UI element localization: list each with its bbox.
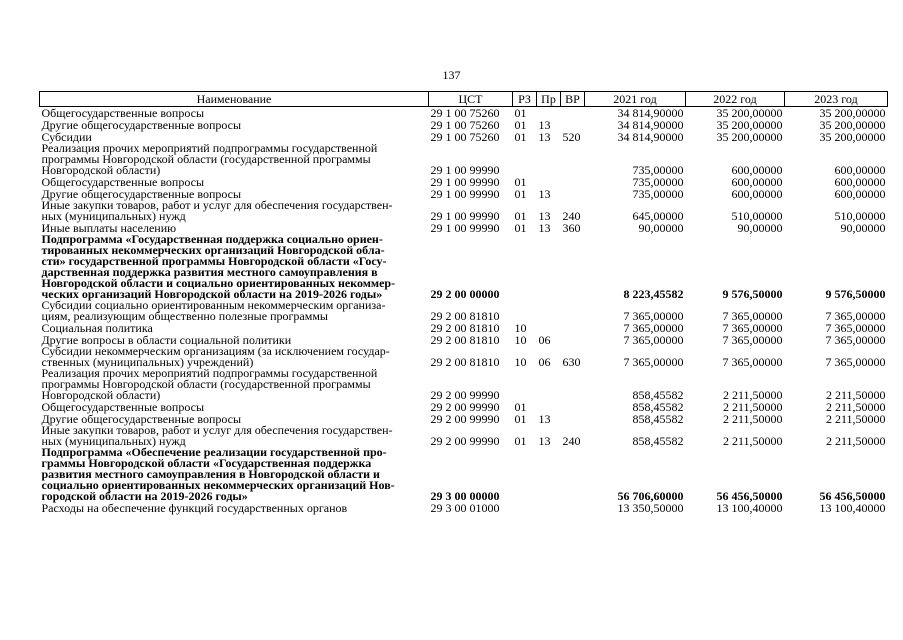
cell-2023: 90,00000 (840, 222, 886, 234)
cell-cst: 29 1 00 99990 (430, 163, 500, 176)
cell-cst: 29 1 00 75260 (430, 106, 500, 119)
cell-vr (561, 368, 585, 401)
cell-2021: 13 350,50000 (617, 502, 684, 514)
cell-cst: 29 1 00 99990 (430, 222, 500, 234)
cell-2022: 90,00000 (737, 222, 783, 234)
cell-2022: 35 200,00000 (716, 119, 783, 131)
cell-2022: 510,00000 (731, 209, 783, 222)
table-row (40, 300, 888, 322)
cell-rz (513, 368, 537, 401)
cell-name: Иные выплаты населению (41, 221, 177, 235)
header-name: Наименование (40, 92, 429, 107)
cell-pr: 13 (538, 222, 551, 234)
cell-2023: 7 365,00000 (825, 334, 886, 346)
cell-rz: 01 (514, 106, 527, 119)
cell-vr (561, 176, 585, 188)
cell-2021: 34 814,90000 (617, 106, 684, 119)
cell-name: Другие вопросы в области социальной политики (41, 333, 292, 347)
cell-vr (561, 188, 585, 200)
cell-2023: 7 365,00000 (825, 309, 886, 322)
table-row (40, 425, 888, 447)
cell-name: Другие общегосударственные вопросы (41, 412, 242, 426)
cell-vr: 240 (562, 209, 581, 222)
cell-2022: 13 100,40000 (716, 502, 783, 514)
table-row (40, 200, 888, 222)
table-row (40, 502, 888, 514)
cell-vr: 360 (562, 222, 581, 234)
cell-2022: 600,00000 (731, 176, 783, 188)
cell-2021: 7 365,00000 (623, 355, 684, 368)
cell-2022: 7 365,00000 (722, 355, 783, 368)
table-row (40, 368, 888, 401)
cell-2021: 858,45582 (632, 388, 684, 401)
cell-vr (561, 334, 585, 346)
cell-2023: 35 200,00000 (819, 106, 886, 119)
cell-2021: 34 814,90000 (617, 119, 684, 131)
cell-2022: 2 211,50000 (722, 434, 783, 447)
cell-2021: 735,00000 (632, 176, 684, 188)
cell-2022: 35 200,00000 (716, 106, 783, 119)
cell-cst: 29 2 00 00000 (430, 287, 500, 300)
cell-vr (561, 413, 585, 425)
cell-2023: 9 576,50000 (825, 287, 886, 300)
cell-2023: 35 200,00000 (819, 119, 886, 131)
cell-name: Иные закупки товаров, работ и услуг для обеспечения государствен- ных (муниципальных) нужд (41, 198, 393, 223)
cell-vr (561, 447, 585, 502)
cell-2023: 2 211,50000 (825, 434, 886, 447)
cell-cst: 29 1 00 75260 (430, 119, 500, 131)
cell-cst: 29 2 00 81810 (430, 334, 500, 346)
cell-name: Другие общегосударственные вопросы (41, 187, 242, 201)
cell-vr (561, 300, 585, 322)
header-rz: РЗ (513, 92, 537, 107)
table-row (40, 143, 888, 176)
cell-2023: 600,00000 (834, 188, 886, 200)
cell-pr (537, 234, 561, 300)
cell-name: Общегосударственные вопросы (41, 106, 205, 120)
cell-name: Подпрограмма «Государственная поддержка социально ориен- тированных некоммерческих организаций Новгородской обла- сти» государственной программы Новгородской области «Госу- дарственная поддержка развития местного самоуправления в Новгородской области и социально ориентированных некоммер- ческих организаций Новгородской области на 2019-2026 годы» (41, 232, 396, 301)
cell-cst: 29 2 00 99990 (430, 401, 500, 413)
header-cst: ЦСТ (429, 92, 513, 107)
cell-cst: 29 3 00 01000 (430, 502, 500, 514)
cell-2023: 35 200,00000 (819, 131, 886, 143)
cell-2021: 7 365,00000 (623, 322, 684, 334)
cell-2022: 2 211,50000 (722, 388, 783, 401)
cell-2023: 2 211,50000 (825, 413, 886, 425)
cell-2021: 90,00000 (638, 222, 684, 234)
cell-cst: 29 2 00 81810 (430, 355, 500, 368)
cell-name: Другие общегосударственные вопросы (41, 118, 242, 132)
cell-2023: 13 100,40000 (819, 502, 886, 514)
cell-cst: 29 1 00 99990 (430, 188, 500, 200)
cell-2021: 735,00000 (632, 163, 684, 176)
cell-rz: 01 (514, 209, 527, 222)
cell-rz: 01 (514, 413, 527, 425)
cell-2021: 56 706,60000 (617, 489, 684, 502)
page-number: 137 (442, 68, 461, 82)
cell-rz: 01 (514, 188, 527, 200)
cell-vr (561, 322, 585, 334)
cell-2023: 2 211,50000 (825, 401, 886, 413)
cell-pr (537, 401, 561, 413)
cell-2021: 858,45582 (632, 413, 684, 425)
cell-pr: 13 (538, 119, 551, 131)
table-body (40, 107, 888, 515)
table-row (40, 119, 888, 131)
cell-name: Субсидии (41, 130, 92, 144)
cell-2022: 600,00000 (731, 188, 783, 200)
cell-2021: 7 365,00000 (623, 309, 684, 322)
cell-name: Субсидии некоммерческим организациям (за исключением государ- ственных (муниципальных) учреждений) (41, 344, 390, 369)
cell-pr (537, 322, 561, 334)
table-row (40, 234, 888, 300)
cell-2022: 7 365,00000 (722, 322, 783, 334)
cell-2021: 645,00000 (632, 209, 684, 222)
cell-2022: 600,00000 (731, 163, 783, 176)
cell-rz: 01 (514, 131, 527, 143)
table-row (40, 346, 888, 368)
cell-rz: 01 (514, 401, 527, 413)
cell-cst: 29 2 00 81810 (430, 309, 500, 322)
cell-pr (537, 300, 561, 322)
cell-pr: 13 (538, 209, 551, 222)
cell-cst: 29 2 00 99990 (430, 388, 500, 401)
table-row (40, 447, 888, 502)
cell-rz: 01 (514, 434, 527, 447)
cell-name: Иные закупки товаров, работ и услуг для обеспечения государствен- ных (муниципальных) нужд (41, 423, 393, 448)
cell-2023: 600,00000 (834, 176, 886, 188)
cell-vr (561, 107, 585, 120)
cell-pr: 13 (538, 131, 551, 143)
cell-pr: 06 (538, 355, 551, 368)
cell-2021: 735,00000 (632, 188, 684, 200)
cell-name: Реализация прочих мероприятий подпрограммы государственной программы Новгородской области (государственной программы Новгородской области) (41, 366, 378, 402)
cell-vr: 630 (562, 355, 581, 368)
cell-pr (537, 368, 561, 401)
cell-vr (561, 119, 585, 131)
cell-cst: 29 2 00 81810 (430, 322, 500, 334)
cell-2023: 7 365,00000 (825, 355, 886, 368)
cell-2022: 2 211,50000 (722, 413, 783, 425)
cell-rz (513, 447, 537, 502)
cell-2022: 7 365,00000 (722, 334, 783, 346)
cell-cst: 29 1 00 99990 (430, 209, 500, 222)
header-row (40, 92, 888, 107)
cell-2021: 7 365,00000 (623, 334, 684, 346)
cell-rz: 10 (514, 334, 527, 346)
cell-pr (537, 447, 561, 502)
header-2022: 2022 год (686, 92, 785, 107)
cell-2023: 7 365,00000 (825, 322, 886, 334)
cell-rz: 10 (514, 322, 527, 334)
cell-pr (537, 107, 561, 120)
cell-pr: 13 (538, 188, 551, 200)
cell-rz: 01 (514, 119, 527, 131)
cell-name: Общегосударственные вопросы (41, 400, 205, 414)
cell-rz: 01 (514, 176, 527, 188)
cell-2022: 9 576,50000 (722, 287, 783, 300)
cell-2022: 56 456,50000 (716, 489, 783, 502)
cell-2022: 7 365,00000 (722, 309, 783, 322)
cell-2022: 2 211,50000 (722, 401, 783, 413)
header-vr: ВР (561, 92, 585, 107)
header-2021: 2021 год (585, 92, 686, 107)
cell-vr (561, 401, 585, 413)
cell-vr: 520 (562, 131, 581, 143)
cell-rz (513, 502, 537, 514)
cell-2021: 8 223,45582 (623, 287, 684, 300)
header-2023: 2023 год (785, 92, 888, 107)
cell-name: Подпрограмма «Обеспечение реализации государственной про- граммы Новгородской области «Государственная поддержка развития местного самоуправления в Новгородской области и социально ориентированных некоммерческих организаций Нов- городской области на 2019-2026 годы» (41, 445, 395, 503)
cell-rz: 01 (514, 222, 527, 234)
cell-name: Субсидии социально ориентированным некоммерческим организа- циям, реализующим общественно полезные программы (41, 298, 386, 323)
cell-vr (561, 143, 585, 176)
cell-2023: 600,00000 (834, 163, 886, 176)
header-pr: Пр (537, 92, 561, 107)
cell-pr: 13 (538, 413, 551, 425)
cell-2021: 34 814,90000 (617, 131, 684, 143)
cell-rz (513, 234, 537, 300)
cell-vr: 240 (562, 434, 581, 447)
cell-vr (561, 234, 585, 300)
cell-rz (513, 143, 537, 176)
cell-name: Общегосударственные вопросы (41, 175, 205, 189)
cell-2023: 510,00000 (834, 209, 886, 222)
cell-cst: 29 2 00 99990 (430, 413, 500, 425)
cell-vr (561, 502, 585, 514)
cell-2023: 2 211,50000 (825, 388, 886, 401)
cell-pr (537, 176, 561, 188)
cell-2021: 858,45582 (632, 434, 684, 447)
cell-2021: 858,45582 (632, 401, 684, 413)
cell-rz: 10 (514, 355, 527, 368)
cell-pr: 06 (538, 334, 551, 346)
cell-pr (537, 502, 561, 514)
cell-name: Реализация прочих мероприятий подпрограммы государственной программы Новгородской области (государственной программы Новгородской области) (41, 141, 378, 177)
cell-name: Расходы на обеспечение функций государственных органов (41, 501, 348, 515)
cell-2023: 56 456,50000 (819, 489, 886, 502)
cell-pr (537, 143, 561, 176)
cell-pr: 13 (538, 434, 551, 447)
cell-2022: 35 200,00000 (716, 131, 783, 143)
cell-cst: 29 3 00 00000 (430, 489, 500, 502)
cell-cst: 29 1 00 75260 (430, 131, 500, 143)
cell-rz (513, 300, 537, 322)
cell-cst: 29 1 00 99990 (430, 176, 500, 188)
cell-cst: 29 2 00 99990 (430, 434, 500, 447)
budget-table (39, 91, 888, 514)
cell-name: Социальная политика (41, 321, 153, 335)
